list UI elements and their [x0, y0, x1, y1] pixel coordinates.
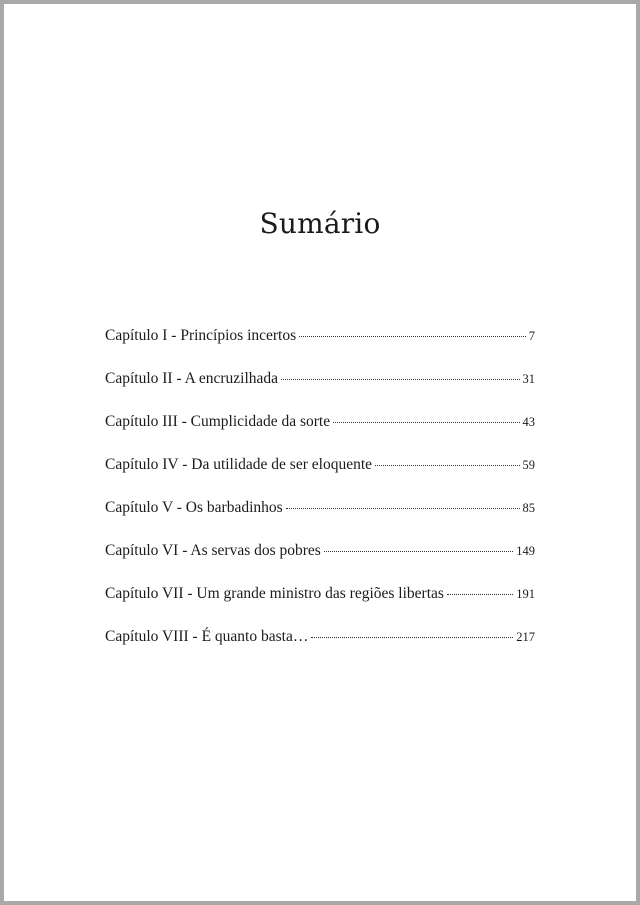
toc-entry-page: 31 — [522, 372, 535, 386]
toc-entry-page: 7 — [528, 329, 535, 343]
toc-entry[interactable] — [105, 585, 535, 628]
toc-entry-label: Capítulo I - Princípios incertos — [105, 327, 297, 344]
toc-entry-label: Capítulo III - Cumplicidade da sorte — [105, 413, 331, 430]
dot-leader — [299, 336, 526, 337]
toc-entry-page: 149 — [516, 544, 535, 558]
toc-entry[interactable] — [105, 370, 535, 413]
toc-entry[interactable] — [105, 542, 535, 585]
toc-entry[interactable] — [105, 456, 535, 499]
table-of-contents — [105, 327, 535, 671]
toc-entry-page: 191 — [516, 587, 535, 601]
page-title: Sumário — [259, 207, 381, 240]
dot-leader — [286, 508, 520, 509]
toc-entry-label: Capítulo II - A encruzilhada — [105, 370, 279, 387]
toc-entry-label: Capítulo V - Os barbadinhos — [105, 499, 283, 516]
toc-entry-page: 217 — [516, 630, 535, 644]
dot-leader — [333, 422, 519, 423]
dot-leader — [447, 594, 513, 595]
toc-entry[interactable] — [105, 628, 535, 671]
toc-entry-label: Capítulo IV - Da utilidade de ser eloquente — [105, 456, 373, 473]
toc-entry-label: Capítulo VI - As servas dos pobres — [105, 542, 321, 559]
toc-entry[interactable] — [105, 327, 535, 370]
toc-entry[interactable] — [105, 499, 535, 542]
dot-leader — [311, 637, 513, 638]
toc-entry-label: Capítulo VII - Um grande ministro das regiões libertas — [105, 585, 444, 602]
dot-leader — [375, 465, 519, 466]
toc-entry-page: 59 — [522, 458, 535, 472]
dot-leader — [324, 551, 513, 552]
toc-entry[interactable] — [105, 413, 535, 456]
toc-entry-page: 85 — [522, 501, 535, 515]
toc-entry-label: Capítulo VIII - É quanto basta… — [105, 628, 309, 645]
toc-entry-page: 43 — [522, 415, 535, 429]
dot-leader — [281, 379, 519, 380]
